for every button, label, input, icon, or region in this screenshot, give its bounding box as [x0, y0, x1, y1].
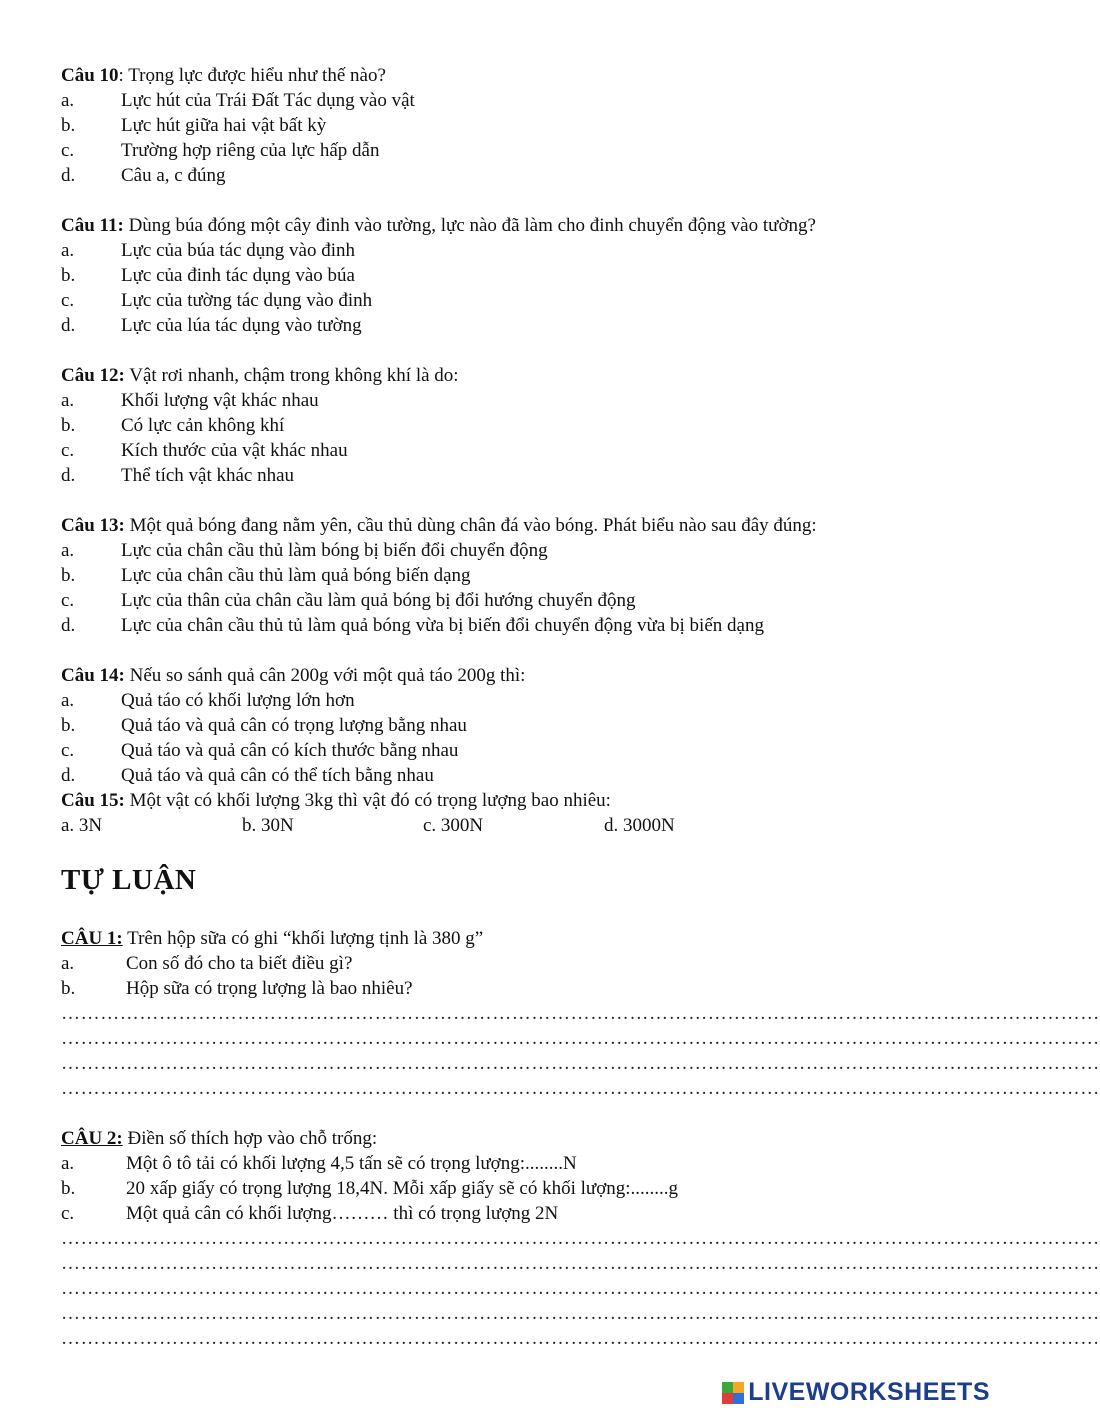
question-14: [61, 663, 961, 788]
question-label: Câu 13:: [61, 515, 125, 536]
option-letter: a.: [61, 953, 75, 974]
option-c[interactable]: [61, 288, 961, 313]
option-text: Hộp sữa có trọng lượng là bao nhiêu?: [126, 978, 413, 999]
question-label: Câu 14:: [61, 665, 125, 686]
answer-line[interactable]: ……………………………………………………………………………………………………………………………………………: [61, 1303, 1100, 1324]
question-text: Trên hộp sữa có ghi “khối lượng tịnh là 380 g”: [122, 928, 484, 949]
question-stem: [61, 213, 961, 238]
option-text: Quả táo và quả cân có kích thước bằng nhau: [121, 740, 459, 761]
question-12: [61, 363, 961, 488]
option-c[interactable]: [61, 738, 961, 763]
section-title: TỰ LUẬN: [61, 864, 197, 896]
option-d[interactable]: d. 3000N: [604, 815, 675, 836]
option-letter: c.: [61, 740, 75, 761]
option-text: Một ô tô tải có khối lượng 4,5 tấn sẽ có trọng lượng:........N: [126, 1153, 577, 1174]
sub-question-a: [61, 951, 961, 976]
sub-question-b: [61, 976, 961, 1001]
option-letter: b.: [61, 415, 76, 436]
question-label: CÂU 1:: [61, 928, 123, 949]
option-letter: a.: [61, 540, 75, 561]
option-letter: b.: [61, 265, 76, 286]
option-text: Câu a, c đúng: [121, 165, 226, 186]
question-label: Câu 15:: [61, 790, 125, 811]
question-text: Điền số thích hợp vào chỗ trống:: [122, 1128, 378, 1149]
option-c[interactable]: [61, 588, 961, 613]
option-text: Quả táo và quả cân có thể tích bằng nhau: [121, 765, 434, 786]
option-letter: d.: [61, 315, 76, 336]
answer-line[interactable]: ……………………………………………………………………………………………………………………………………………: [61, 1328, 1100, 1349]
answer-line[interactable]: ……………………………………………………………………………………………………………………………………………: [61, 1053, 1100, 1074]
option-b[interactable]: [61, 413, 961, 438]
answer-line[interactable]: ……………………………………………………………………………………………………………………………………………: [61, 1028, 1100, 1049]
question-text: Một quả bóng đang nằm yên, cầu thủ dùng chân đá vào bóng. Phát biểu nào sau đây đúng:: [124, 515, 817, 536]
option-b[interactable]: [61, 263, 961, 288]
question-sep: :: [118, 65, 124, 86]
option-letter: d.: [61, 615, 76, 636]
option-letter: d.: [61, 765, 76, 786]
option-letter: d.: [61, 165, 76, 186]
question-stem: [61, 363, 961, 388]
option-text: 20 xấp giấy có trọng lượng 18,4N. Mỗi xấp giấy sẽ có khối lượng:........g: [126, 1178, 679, 1199]
option-text: Khối lượng vật khác nhau: [121, 390, 319, 411]
option-b[interactable]: b. 30N: [242, 815, 294, 836]
option-a[interactable]: [61, 88, 961, 113]
liveworksheets-logo: [722, 1378, 990, 1407]
option-d[interactable]: [61, 463, 961, 488]
answer-line[interactable]: ……………………………………………………………………………………………………………………………………………: [61, 1253, 1100, 1274]
question-stem: [61, 63, 961, 88]
question-stem: [61, 663, 961, 688]
option-text: Lực của chân cầu thủ làm bóng bị biến đổi chuyển động: [121, 540, 548, 561]
brand-mark-icon: [722, 1382, 744, 1404]
answer-line[interactable]: ……………………………………………………………………………………………………………………………………………: [61, 1003, 1100, 1024]
option-letter: a.: [61, 90, 75, 111]
option-text: Lực của tường tác dụng vào đinh: [121, 290, 373, 311]
essay-question-1: [61, 926, 1100, 1101]
question-text: Trọng lực được hiểu như thế nào?: [123, 65, 386, 86]
option-letter: d.: [61, 465, 76, 486]
option-letter: b.: [61, 978, 76, 999]
option-letter: c.: [61, 440, 75, 461]
question-label: CÂU 2:: [61, 1128, 123, 1149]
option-letter: a.: [61, 240, 75, 261]
option-letter: c.: [61, 1203, 75, 1224]
option-b[interactable]: [61, 563, 961, 588]
sub-question-a: [61, 1151, 961, 1176]
option-a[interactable]: [61, 238, 961, 263]
option-text: Lực của chân cầu thủ tủ làm quả bóng vừa bị biến đổi chuyển động vừa bị biến dạng: [121, 615, 764, 636]
option-letter: c.: [61, 290, 75, 311]
option-text: Quả táo và quả cân có trọng lượng bằng nhau: [121, 715, 467, 736]
option-a[interactable]: [61, 538, 961, 563]
question-10: [61, 63, 961, 188]
option-text: Thể tích vật khác nhau: [121, 465, 295, 486]
question-text: Dùng búa đóng một cây đinh vào tường, lực nào đã làm cho đinh chuyển động vào tường?: [123, 215, 816, 236]
option-a[interactable]: a. 3N: [61, 815, 103, 836]
option-text: Con số đó cho ta biết điều gì?: [126, 953, 353, 974]
question-stem: [61, 788, 961, 813]
question-label: Câu 10: [61, 65, 119, 86]
sub-question-b: [61, 1176, 961, 1201]
brand-text: LIVEWORKSHEETS: [748, 1378, 990, 1406]
question-stem: [61, 926, 961, 951]
option-b[interactable]: [61, 713, 961, 738]
option-c[interactable]: [61, 138, 961, 163]
option-c[interactable]: [61, 438, 961, 463]
essay-question-2: [61, 1126, 1100, 1351]
brand-square: [733, 1382, 744, 1393]
option-b[interactable]: [61, 113, 961, 138]
brand-square: [733, 1393, 744, 1404]
option-letter: b.: [61, 565, 76, 586]
option-d[interactable]: [61, 313, 961, 338]
option-d[interactable]: [61, 763, 961, 788]
option-a[interactable]: [61, 688, 961, 713]
sub-question-c: [61, 1201, 961, 1226]
option-text: Lực hút của Trái Đất Tác dụng vào vật: [121, 90, 415, 111]
answer-line[interactable]: ……………………………………………………………………………………………………………………………………………: [61, 1228, 1100, 1249]
inline-options: [61, 813, 961, 838]
question-stem: [61, 1126, 961, 1151]
option-text: Lực của chân cầu thủ làm quả bóng biến dạng: [121, 565, 471, 586]
question-11: [61, 213, 961, 338]
option-d[interactable]: [61, 163, 961, 188]
question-text: Một vật có khối lượng 3kg thì vật đó có trọng lượng bao nhiêu:: [124, 790, 611, 811]
option-a[interactable]: [61, 388, 961, 413]
question-15: [61, 788, 961, 838]
option-text: Quả táo có khối lượng lớn hơn: [121, 690, 355, 711]
option-c[interactable]: c. 300N: [423, 815, 484, 836]
answer-line[interactable]: ……………………………………………………………………………………………………………………………………………: [61, 1078, 1100, 1099]
option-letter: a.: [61, 690, 75, 711]
question-text: Vật rơi nhanh, chậm trong không khí là do:: [124, 365, 459, 386]
option-letter: b.: [61, 715, 76, 736]
option-text: Có lực cản không khí: [121, 415, 285, 436]
option-text: Kích thước của vật khác nhau: [121, 440, 348, 461]
option-letter: b.: [61, 1178, 76, 1199]
question-label: Câu 11:: [61, 215, 124, 236]
question-13: [61, 513, 961, 638]
option-letter: a.: [61, 1153, 75, 1174]
brand-square: [722, 1393, 733, 1404]
option-letter: b.: [61, 115, 76, 136]
answer-line[interactable]: ……………………………………………………………………………………………………………………………………………: [61, 1278, 1100, 1299]
option-d[interactable]: [61, 613, 961, 638]
option-text: Lực của búa tác dụng vào đinh: [121, 240, 355, 261]
option-text: Lực của đinh tác dụng vào búa: [121, 265, 355, 286]
brand-square: [722, 1382, 733, 1393]
question-text: Nếu so sánh quả cân 200g với một quả táo 200g thì:: [124, 665, 526, 686]
option-letter: c.: [61, 140, 75, 161]
option-letter: c.: [61, 590, 75, 611]
option-text: Một quả cân có khối lượng……… thì có trọng lượng 2N: [126, 1203, 559, 1224]
option-text: Lực của lúa tác dụng vào tường: [121, 315, 362, 336]
question-label: Câu 12:: [61, 365, 125, 386]
option-text: Lực hút giữa hai vật bất kỳ: [121, 115, 327, 136]
question-stem: [61, 513, 961, 538]
option-letter: a.: [61, 390, 75, 411]
option-text: Trường hợp riêng của lực hấp dẫn: [121, 140, 380, 161]
option-text: Lực của thân của chân cầu làm quả bóng bị đổi hướng chuyển động: [121, 590, 636, 611]
